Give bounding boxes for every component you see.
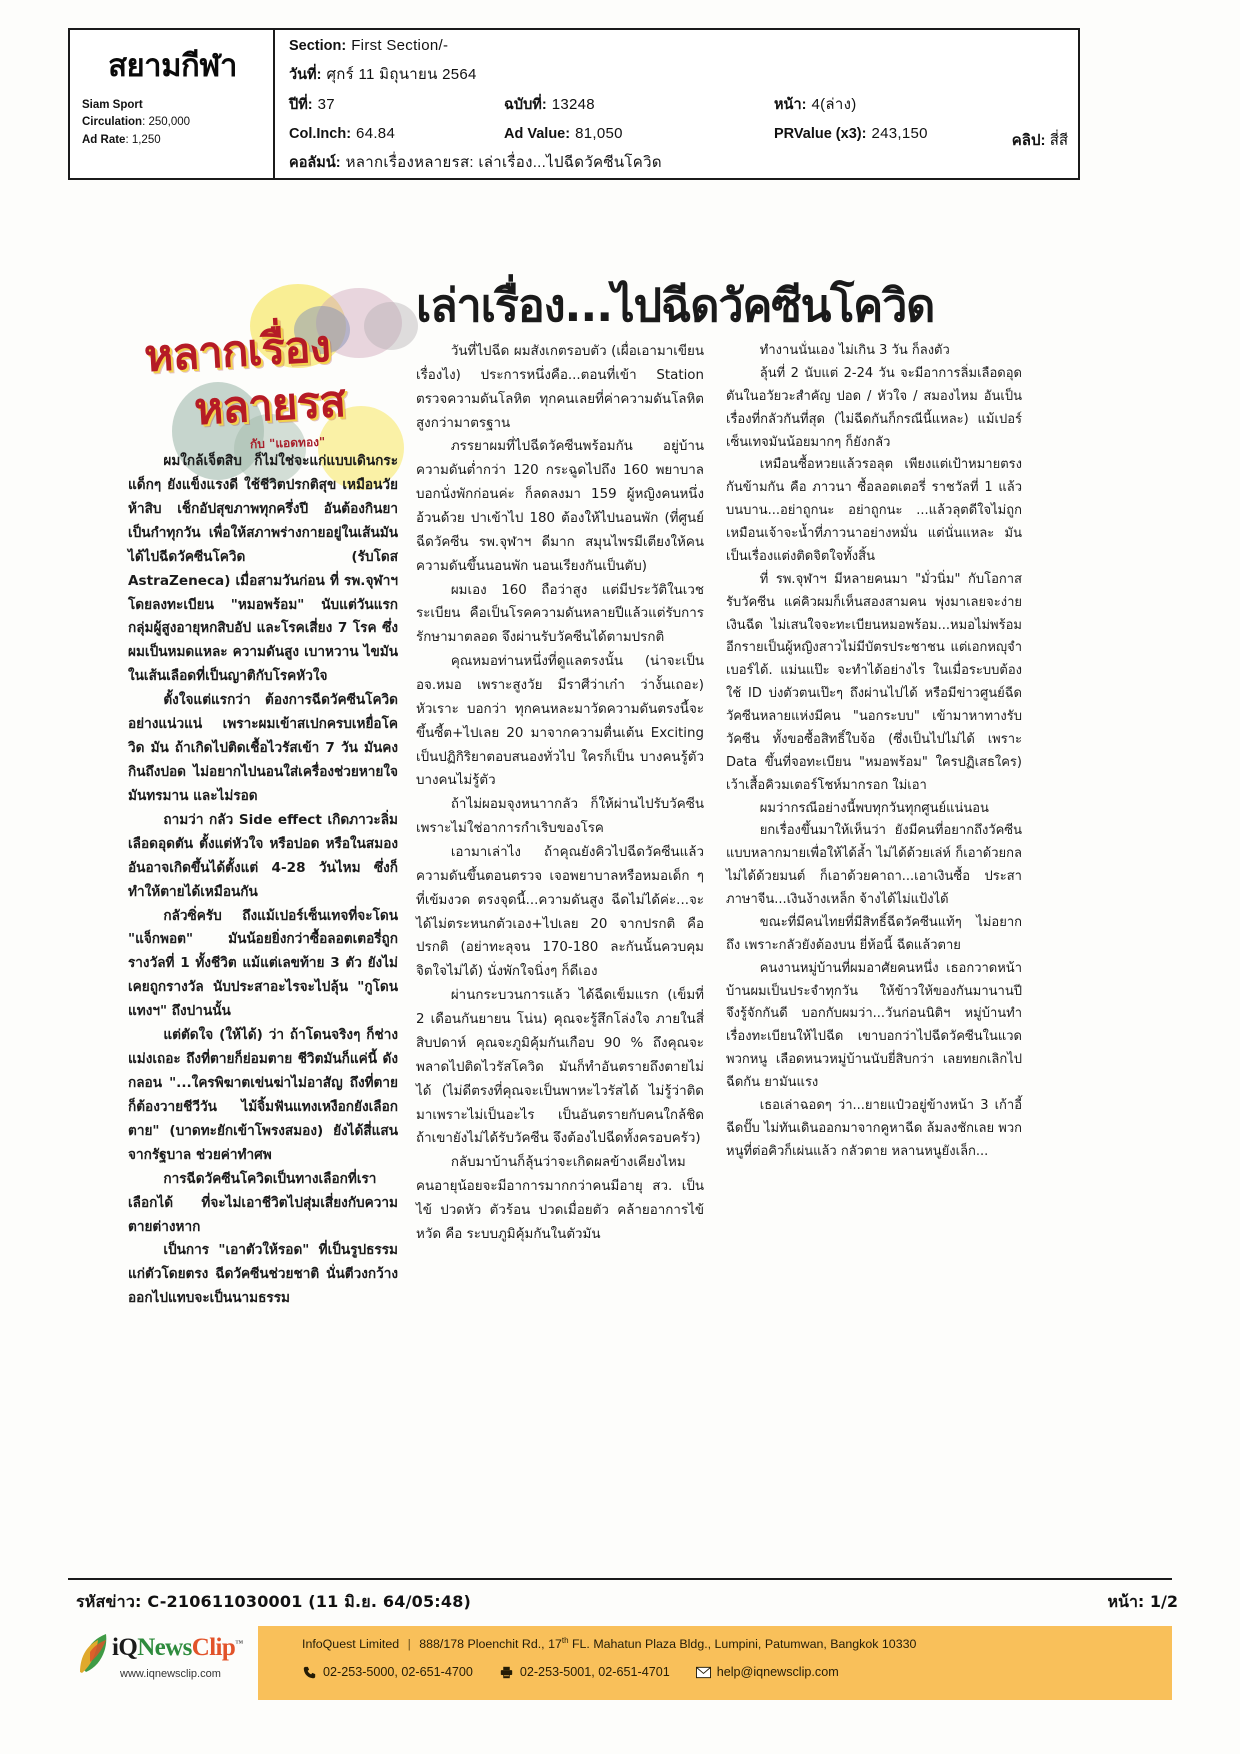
article-paragraph: กลัวซิ่ครับ ถึงแม้เปอร์เซ็นเทจที่จะโดน "แจ็กพอต" มันน้อยยิ่งกว่าซื้อลอตเตอรี่ถูกรางวัลที่ 1 ทั้งชีวิต แม้แต่เลขท้าย 3 ตัว ยังไม่เคยถูกรางวัล นับประสาอะไรจะไปลุ้น "กูโดนแทงฯ" ถึงปานนั้น <box>128 907 398 1020</box>
article-paragraph: ผมเอง 160 ถือว่าสูง แต่มีประวัติในเวชระเบียน คือเป็นโรคความดันหลายปีแล้วแต่รับการรักษามาตลอด จึงผ่านรับวัคซีนได้ตามปรกติ <box>416 582 704 646</box>
article-paragraph: ถ้าไม่ผอมจุงหนาากลัว ก็ให้ผ่านไปรับวัคซีน เพราะไม่ใช่อาการกำเริบของโรค <box>416 797 704 837</box>
article-paragraph: ขณะที่มีคนไทยที่มีสิทธิ์ฉีดวัคซีนแท้ๆ ไม่อยากถึง เพราะกลัวยังต้องบน ยี่ห้อนี้ ฉีดแล้วตาย <box>726 914 1022 953</box>
phone-contact <box>302 1663 473 1682</box>
logo-news-text: News <box>137 1634 192 1661</box>
meta-row-value: Col.Inch : 64.84 Ad Value : 81,050 PRValue (x3) : 243,150 <box>289 124 928 142</box>
meta-row-column: คอลัมน์ : หลากเรื่องหลายรส: เล่าเรื่อง...ไปฉีดวัคซีนโควิด <box>289 154 662 172</box>
footer-page-number: หน้า: 1/2 <box>1107 1592 1178 1611</box>
email-address[interactable]: help@iqnewsclip.com <box>716 1664 839 1679</box>
article-paragraph: กลับมาบ้านก็ลุ้นว่าจะเกิดผลข้างเคียงไหม คนอายุน้อยจะมีอาการมากกว่าคนมีอายุ สว. เป็นไข้ ปวดหัว ตัวร้อน ปวดเมื่อยตัว คล้ายอาการไข้หวัด คือ ระบบภูมิคุ้มกันในตัวมัน <box>416 1155 704 1242</box>
address-pre: 888/178 Ploenchit Rd., 17 <box>419 1637 562 1652</box>
footer-address-line: InfoQuest Limited | 888/178 Ploenchit Rd., 17th FL. Mahatun Plaza Bldg., Lumpini, Patumwan, Bangkok 10330 <box>302 1636 917 1652</box>
article-paragraph: เหมือนซื้อหวยแล้วรอลุต เพียงแต่เป้าหมายตรงกันข้ามกัน คือ ภาวนา ซื้อลอตเตอรี่ ราชวัลที่ 1 แล้วบนบาน...อย่าถูกนะ อย่าถูกนะ ...แล้วลุตดีใจไม่ถูก เหมือนเจ้าจะน้ำที่ภาวนาอย่างหมั่น แต่นั่นแหละ มันเป็นเรื่องแต่งติดจิตใจทั้งสิ้น <box>726 457 1022 564</box>
ad-rate-value: 1,250 <box>131 134 161 147</box>
pr-value-value: 243,150 <box>871 124 928 142</box>
section-label: Section <box>289 38 342 54</box>
article-paragraph: ยกเรื่องขึ้นมาให้เห็นว่า ยังมีคนที่อยากถึงวัคซีนแบบหลากมายเพื่อให้ได้ล้ำ ไม่ได้ด้วยเล่ห์ ก็เอาด้วยกล ไม่ได้ด้วยมนต์ ก็เอาด้วยคาถา...เอาเงินซื้อ ประสาภาษาจีน...เงินง้างเหล็ก จ้างได้ไม่แป้งได้ <box>726 823 1022 907</box>
date-label: วันที่ <box>289 67 317 84</box>
fax-contact <box>499 1663 670 1682</box>
section-value: First Section/- <box>351 37 449 54</box>
address-sup: th <box>561 1636 569 1645</box>
page-footer <box>0 1564 1240 1754</box>
year-label: ปีที่ <box>289 96 308 113</box>
article-paragraph: เอามาเล่าไง ถ้าคุณยังคิวไปฉีดวัคซีนแล้วความดันขึ้นตอนตรวจ เจอพยาบาลหรือหมอเด็ก ๆ ที่เข้มงวด ตรงจุดนี้...ความดันสูง ฉีดไม่ได้ค่ะ...จะได้ไม่ตระหนกตัวเอง+ไปเลย 20 จากปรกติ คือปรกติ (อย่าทะลุจน 170-180 ละกันนั้นควบคุมจิตใจไม่ได้) นั่งพักใจนิ่งๆ ก็ดีเอง <box>416 845 704 980</box>
footer-contacts <box>302 1663 1172 1682</box>
newspaper-name-en: Siam Sport <box>82 98 143 111</box>
masthead-meta: Siam Sport Circulation: 250,000 Ad Rate: 1,250 <box>82 98 191 147</box>
circulation-value: 250,000 <box>148 116 191 129</box>
colinch-value: 64.84 <box>356 124 396 142</box>
pr-value-label: PRValue (x3) <box>774 125 862 142</box>
article-paragraph: คนงานหมู่บ้านที่ผมอาศัยคนหนึ่ง เธอกวาดหน้าบ้านผมเป็นประจำทุกวัน ให้ข้าวให้ของกันมานานปี จึงรู้จักกันดี บอกกับผมว่า...วันก่อนนิติฯ หมู่บ้านทำเรื่องทะเบียนให้ไปฉีด เขาบอกว่าไปฉีดวัคซีนในแวด พวกหนู เลือดหนวหมู่บ้านนับยี่สิบกว่า เลยทยกเลิกไปฉีดกัน ยามันแรง <box>726 960 1022 1090</box>
iqnewsclip-url[interactable]: www.iqnewsclip.com <box>120 1668 221 1680</box>
news-code: รหัสข่าว: C-210611030001 (11 มิ.ย. 64/05:48) <box>76 1592 472 1611</box>
column-value: หลากเรื่องหลายรส: เล่าเรื่อง...ไปฉีดวัคซีนโควิด <box>345 154 662 172</box>
year-value: 37 <box>317 95 335 113</box>
article-body <box>68 250 1080 1460</box>
colinch-label: Col.Inch <box>289 125 347 142</box>
meta-row-date: วันที่ : ศุกร์ 11 มิถุนายน 2564 <box>289 66 477 84</box>
article-paragraph: เป็นการ "เอาตัวให้รอด" ที่เป็นรูปธรรมแก่ตัวโดยตรง ฉีดวัคซีนช่วยชาติ นั่นตีวงกว้างออกไปแทบจะเป็นนามธรรม <box>128 1242 398 1307</box>
clip-type: คลิป: สี่สี <box>1011 132 1068 149</box>
article-column-3 <box>726 340 1022 1164</box>
article-paragraph: ถามว่า กลัว Side effect เกิดภาวะลิ่มเลือดอุดตัน ตั้งแต่หัวใจ หรือปอด หรือในสมอง อันอาจเกิดขึ้นได้ตั้งแต่ 4-28 วันไหม ซึ่งก็ทำให้ตายได้เหมือนกัน <box>128 811 398 900</box>
article-paragraph: ผมใกล้เจ็ตสิบ ก็ไม่ใช่จะแก่แบบเดินกระแด็กๆ ยังแข็งแรงดี ใช้ชีวิตปรกติสุข เหมือนวัยห้าสิบ เช็กอัปสุขภาพทุกครึ่งปี อันต้องกินยาเป็นกำทุกวัน เพื่อให้สภาพร่างกายอยู่ในเส้นมัน ได้ไปฉีดวัคซีนโควิด (รับโดส AstraZeneca) เมื่อสามวันก่อน ที่ รพ.จุฬาฯ โดยลงทะเบียน "หมอพร้อม" นับแต่วันแรก กลุ่มผู้สูงอายุหกสิบอัป และโรคเสี่ยง 7 โรค ซึ่งผมเป็นหมดแหละ ความดันสูง เบาหวาน ไขมันในเส้นเลือดที่เป็นญาติกับโรคหัวใจ <box>128 453 398 685</box>
article-paragraph: ภรรยาผมที่ไปฉีดวัคซีนพร้อมกัน อยู่บ้านความดันต่ำกว่า 120 กระฉูดไปถึง 160 พยาบาลบอกนั่งพักก่อนค่ะ ก็ลดลงมา 159 ผู้หญิงคนหนึ่งอ้วนด้วย ปาเข้าไป 180 ต้องให้ไปนอนพัก (ที่ศูนย์ฉีดวัคซีน รพ.จุฬาฯ ดีมาก สมุนไพรมีเตียงให้คนความดันขึ้นนอนพัก นอนเรียงกันเป็นตับ) <box>416 439 704 574</box>
news-code-value: C-210611030001 (11 มิ.ย. 64/05:48) <box>147 1592 472 1611</box>
circulation-label: Circulation <box>82 116 143 129</box>
iqnewsclip-logo[interactable] <box>78 1628 258 1700</box>
column-byline: กับ "แอดทอง" <box>249 434 326 452</box>
footer-contact-bar <box>258 1626 1172 1700</box>
footer-page-label: หน้า <box>1107 1592 1138 1611</box>
fax-number: 02-253-5001, 02-651-4701 <box>519 1664 670 1679</box>
article-paragraph: เธอเล่าฉอดๆ ว่า...ยายแป๋วอยู่ข้างหน้า 3 เก้าอี้ ฉีดปั๊บ ไม่ทันเดินออกมาจากคูหาฉีด ล้มลงชักเลย พวกหนูที่ต่อคิวก็เผ่นแล้ว กลัวตาย หลานหนูยังเล็ก... <box>726 1097 1022 1159</box>
printer-icon <box>499 1666 514 1679</box>
news-code-label: รหัสข่าว <box>76 1592 136 1611</box>
article-column-2 <box>416 340 704 1247</box>
email-contact[interactable] <box>696 1663 839 1682</box>
ad-value-label: Ad Value <box>504 125 566 142</box>
article-paragraph: การฉีดวัคซีนโควิดเป็นทางเลือกที่เราเลือกได้ ที่จะไม่เอาชีวิตไปสุ่มเสี่ยงกับความตายต่างหาก <box>128 1170 398 1235</box>
envelope-icon <box>696 1666 711 1679</box>
meta-cell <box>275 30 1078 178</box>
phone-icon <box>302 1666 317 1679</box>
footer-page-value: 1/2 <box>1149 1592 1178 1611</box>
column-logo-line-1: หลากเรื่อง <box>142 320 332 383</box>
ad-value-value: 81,050 <box>575 124 623 142</box>
issue-value: 13248 <box>551 95 595 113</box>
clip-type-value: สี่สี <box>1049 132 1068 149</box>
iqnewsclip-wordmark: iQNewsClip™ <box>112 1634 243 1661</box>
ad-rate-label: Ad Rate <box>82 134 126 147</box>
leaf-logo-icon <box>78 1632 112 1674</box>
clipping-header-table <box>68 28 1080 180</box>
article-paragraph: ลุ้นที่ 2 นับแต่ 2-24 วัน จะมีอาการลิ่มเลือดอุดตันในอวัยวะสำคัญ ปอด / หัวใจ / สมองไหม อันเป็นเรื่องที่กลัวกันที่สุด (ไม่ฉีดกันก็กรณีนี้แหละ) แม้เปอร์เซ็นเทจมันน้อยมากๆ ก็ยังกลัว <box>726 365 1022 450</box>
article-paragraph: แต่ตัดใจ (ให้ได้) ว่า ถ้าโดนจริงๆ ก็ช่างแม่งเถอะ ถึงที่ตายก็ย่อมตาย ชีวิตมันก็แค่นี้ ดังกลอน "...ใครพิฆาตเข่นฆ่าไม่อาสัญ ถึงที่ตายก็ต้องวายชีวีวัน ไม้จิ้มฟันแทงเหงือกยังเลือกตาย" (บาดทะยักเข้าโพรงสมอง) ยังได้สี่แสนจากรัฐบาล ช่วยค่าทำศพ <box>128 1027 398 1163</box>
article-paragraph: วันที่ไปฉีด ผมสังเกตรอบตัว (เผื่อเอามาเขียนเรื่องไง) ประการหนึ่งคือ...ตอนที่เข้า Station ตรวจความดันโลหิต ทุกคนเลยที่ค่าความดันโลหิตสูงกว่ามาตรฐาน <box>416 344 704 431</box>
page-number-value: 4(ล่าง) <box>811 95 857 113</box>
phone-number: 02-253-5000, 02-651-4700 <box>323 1664 473 1679</box>
article-paragraph: ผมว่ากรณีอย่างนี้พบทุกวันทุกศูนย์แน่นอน <box>759 800 989 816</box>
page-number-label: หน้า <box>774 96 802 113</box>
article-paragraph: ที่ รพ.จุฬาฯ มีหลายคนมา "มั่วนิ่ม" กับโอกาสรับวัคซีน แค่คิวผมก็เห็นสองสามคน พุ่งมาเลยจะง่ายเงินฉีด ไม่เสนใจจะทะเบียนหมอพร้อม...หมอไม่พร้อม อีกรายเป็นผู้หญิงสาวไม่มีบัตรประชาชน แต่เอกหญุจำเบอร์ได้. แม่นแป๊ะ จะทำได้อย่างไร ในเมื่อระบบต้องใช้ ID บ่งตัวตนเป๊ะๆ ถึงผ่านไปได้ หรือมีข่าวศูนย์ฉีดวัคซีนหลายแห่งมีคน "นอกระบบ" เข้ามาหาทางรับวัคซีน ทั้งขอซื้อสิทธิ์ใบจ้อ (ซึ่งเป็นไปไม่ได้ เพราะ Data ขึ้นที่จอทะเบียน "หมอพร้อม" ใครปฏิเสธใคร) เว้าเสื้อคิวมเตอร์โชห์มากรอก ใม่เอา <box>726 571 1022 793</box>
clip-type-label: คลิป <box>1011 132 1041 149</box>
address-post: FL. Mahatun Plaza Bldg., Lumpini, Patumwan, Bangkok 10330 <box>568 1637 917 1652</box>
article-paragraph: ทำงานนั่นเอง ไม่เกิน 3 วัน ก็ลงตัว <box>759 343 950 358</box>
issue-label: ฉบับที่ <box>504 96 542 113</box>
newspaper-logo-th: สยามกีฬา <box>108 48 237 84</box>
company-name: InfoQuest Limited <box>302 1637 400 1652</box>
meta-row-section: Section : First Section/- <box>289 37 449 54</box>
article-columns <box>68 250 1080 1460</box>
date-value: ศุกร์ 11 มิถุนายน 2564 <box>326 66 477 84</box>
column-label: คอลัมน์ <box>289 155 336 172</box>
meta-row-issue: ปีที่ : 37 ฉบับที่ : 13248 หน้า : 4(ล่าง) <box>289 95 857 113</box>
article-headline: เล่าเรื่อง...ไปฉีดวัคซีนโควิด <box>416 279 935 332</box>
footer-divider <box>68 1578 1172 1580</box>
logo-clip-text: Clip <box>191 1634 236 1661</box>
article-column-1 <box>128 450 398 1311</box>
masthead-cell <box>70 30 275 178</box>
article-paragraph: คุณหมอท่านหนึ่งที่ดูแลตรงนั้น (น่าจะเป็น อจ.หมอ เพราะสูงวัย มีราศีว่าเก๋า ว่างั้นเถอะ) หัวเราะ บอกว่า ทุกคนหละมาวัดความดันตรงนี้จะขึ้นซี้ต+ไปเลย 20 มาจากความตื่นเต้น Exciting เป็นปฏิกิริยาตอบสนองทั่วไป ใครก็เป็น บางคนรู้ตัว บางคนไม่รู้ตัว <box>416 654 704 789</box>
article-paragraph: ตั้งใจแต่แรกว่า ต้องการฉีดวัคซีนโควิดอย่างแน่วแน่ เพราะผมเข้าสเปกครบเหยื่อโควิด มัน ถ้าเกิดไปติดเชื้อไวรัสเข้า 7 วัน มันคงกินถึงปอด ไม่อยากไปนอนใส่เครื่องช่วยหายใจ มันทรมาน และไม่รอด <box>128 692 398 804</box>
logo-iq-text: iQ <box>112 1634 138 1661</box>
column-logo-line-2: หลายรส <box>192 375 347 436</box>
article-paragraph: ผ่านกระบวนการแล้ว ได้ฉีดเข็มแรก (เข็มที่ 2 เดือนกันยายน โน่น) คุณจะรู้สึกโล่งใจ ภายในสี่สิบปดาห์ คุณจะภูมิคุ้มกันเกือบ 90 % ถึงคุณจะพลาดไปติดไวรัสโควิด มันก็ทำอันตรายถึงตายไม่ได้ (ไม่ดีตรงที่คุณจะเป็นพาหะไวรัสได้ ไม่รู้ว่าติดมาเพราะไม่เป็นอะไร เป็นอันตรายกับคนใกล้ชิด ถ้าเขายังไม่ได้รับวัคซีน จึงต้องไปฉีดทั้งครอบครัว) <box>416 988 704 1147</box>
